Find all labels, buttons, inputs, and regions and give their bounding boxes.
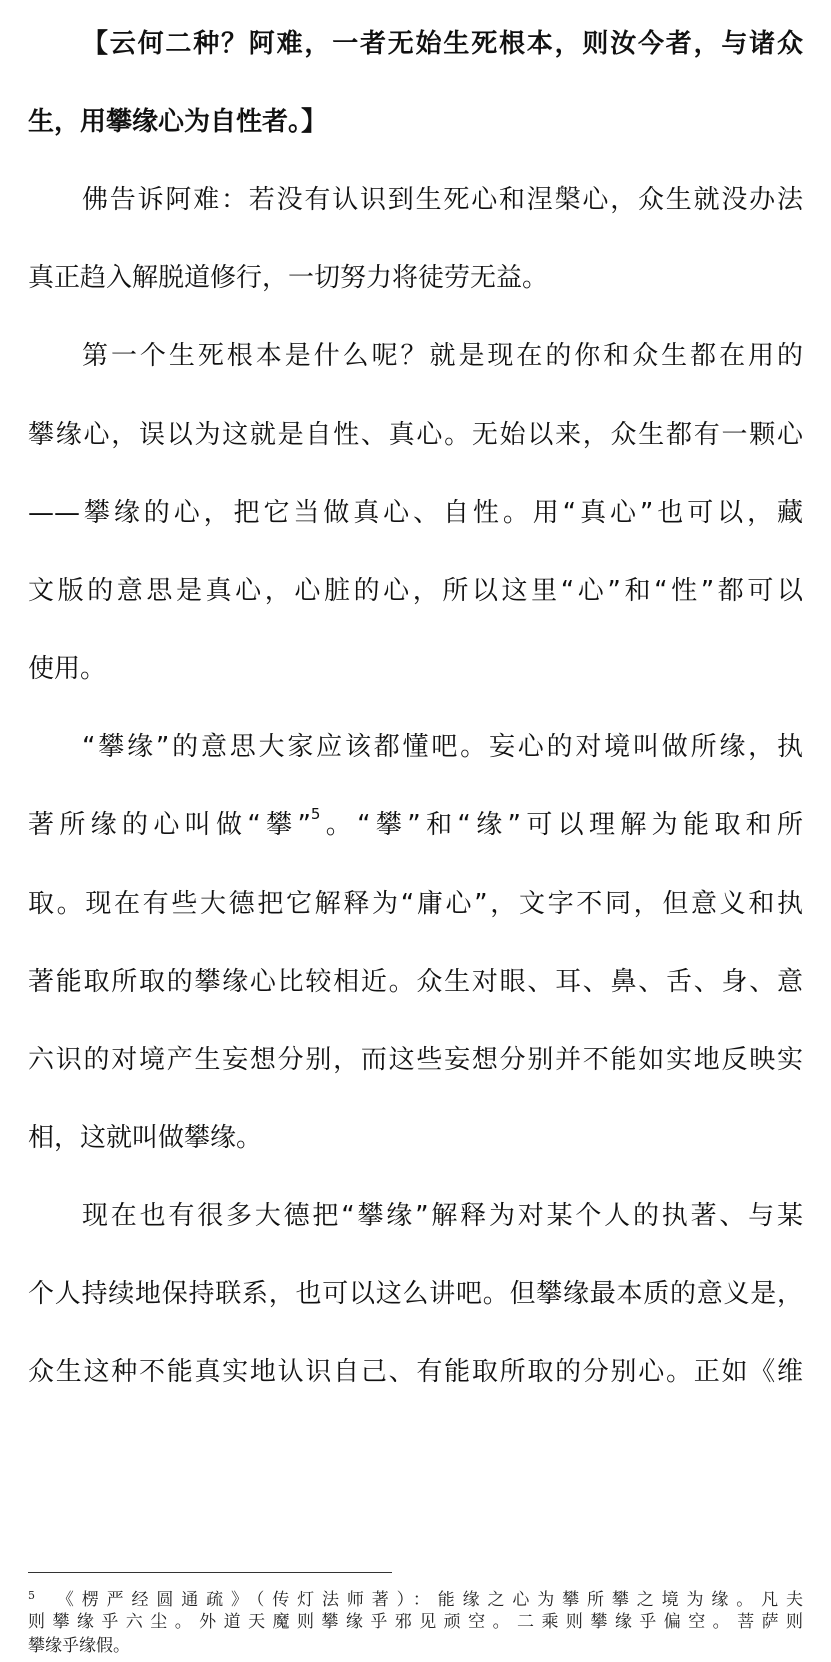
body-line: 生，用攀缘心为自性者。】 bbox=[28, 107, 328, 137]
body-line: 相，这就叫做攀缘。 bbox=[28, 1123, 263, 1153]
body-line: 取。现在有些大德把它解释为“庸心”，文字不同，但意义和执 bbox=[28, 889, 803, 919]
body-line: 个人持续地保持联系，也可以这么讲吧。但攀缘最本质的意义是， bbox=[28, 1279, 803, 1309]
body-line: 【云何二种？阿难，一者无始生死根本，则汝今者，与诸众 bbox=[82, 29, 803, 59]
body-line: 文版的意思是真心，心脏的心，所以这里“心”和“性”都可以 bbox=[28, 576, 803, 606]
footnote-reference[interactable]: 5 bbox=[310, 805, 321, 823]
body-line: 现在也有很多大德把“攀缘”解释为对某个人的执著、与某 bbox=[82, 1201, 803, 1231]
body-line: 著能取所取的攀缘心比较相近。众生对眼、耳、鼻、舌、身、意 bbox=[28, 967, 803, 997]
footnote-separator bbox=[28, 1572, 392, 1573]
body-line: 使用。 bbox=[28, 654, 107, 684]
body-text: 著所缘的心叫做“攀” bbox=[28, 810, 311, 840]
footnote-line: 则攀缘乎六尘。外道天魔则攀缘乎邪见顽空。二乘则攀缘乎偏空。菩萨则 bbox=[28, 1612, 803, 1632]
body-line: ——攀缘的心，把它当做真心、自性。用“真心”也可以，藏 bbox=[28, 498, 803, 528]
footnote-line: 攀缘乎缘假。 bbox=[28, 1636, 130, 1656]
body-line: 众生这种不能真实地认识自己、有能取所取的分别心。正如《维 bbox=[28, 1357, 803, 1387]
footnote-line bbox=[28, 1584, 803, 1612]
body-text: 。“攀”和“缘”可以理解为能取和所 bbox=[320, 810, 803, 840]
body-line: “攀缘”的意思大家应该都懂吧。妄心的对境叫做所缘，执 bbox=[82, 732, 803, 762]
body-line: 佛告诉阿难：若没有认识到生死心和涅槃心，众生就没办法 bbox=[82, 185, 803, 215]
body-line: 六识的对境产生妄想分别，而这些妄想分别并不能如实地反映实 bbox=[28, 1045, 803, 1075]
body-line: 第一个生死根本是什么呢？就是现在的你和众生都在用的 bbox=[82, 341, 803, 371]
body-line: 真正趋入解脱道修行，一切努力将徒劳无益。 bbox=[28, 263, 549, 293]
footnote-text: 《楞严经圆通疏》（传灯法师著）：能缘之心为攀所攀之境为缘。凡夫 bbox=[49, 1590, 803, 1610]
body-line: 攀缘心，误以为这就是自性、真心。无始以来，众生都有一颗心 bbox=[28, 420, 803, 450]
footnote-number: 5 bbox=[28, 1589, 35, 1602]
body-line bbox=[28, 805, 803, 842]
